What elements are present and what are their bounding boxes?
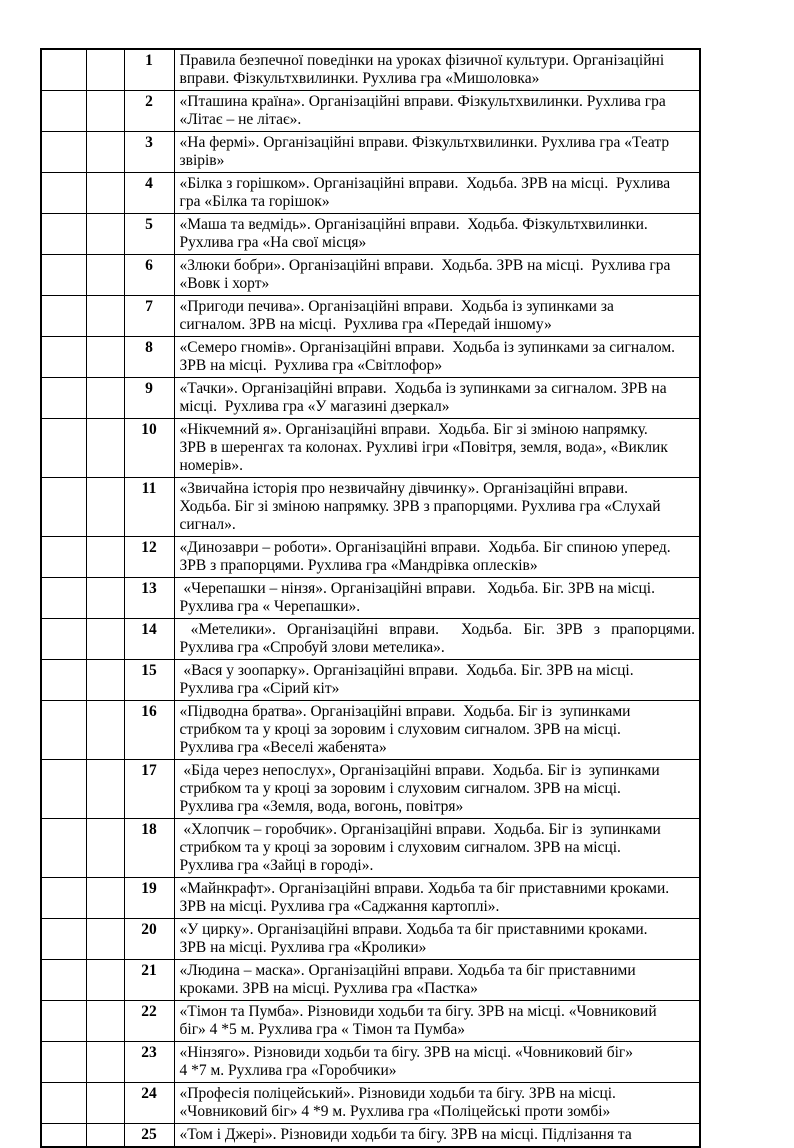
description-line: «Тачки». Організаційні вправи. Ходьба із зупинками за сигналом. ЗРВ на: [179, 380, 667, 397]
lesson-row: [41, 819, 700, 878]
blank-cell-2: [86, 660, 124, 701]
lesson-row: [41, 660, 700, 701]
blank-cell-1: [41, 132, 86, 173]
blank-cell-2: [86, 255, 124, 296]
lesson-number: 6: [124, 255, 174, 296]
lesson-number: 19: [124, 878, 174, 919]
blank-cell-2: [86, 419, 124, 478]
lesson-row: [41, 960, 700, 1001]
blank-cell-1: [41, 91, 86, 132]
lesson-description: [174, 619, 700, 660]
lesson-description: [174, 378, 700, 419]
lesson-number: 13: [124, 578, 174, 619]
description-line: «Білка з горішком». Організаційні вправи. Ходьба. ЗРВ на місці. Рухлива: [179, 175, 671, 192]
lesson-number: 1: [124, 49, 174, 91]
blank-cell-2: [86, 578, 124, 619]
description-line: гра «Білка та горішок»: [179, 193, 330, 210]
blank-cell-2: [86, 173, 124, 214]
blank-cell-1: [41, 1083, 86, 1124]
blank-cell-1: [41, 296, 86, 337]
blank-cell-1: [41, 701, 86, 760]
description-line: «Вася у зоопарку». Організаційні вправи. Ходьба. Біг. ЗРВ на місці.: [179, 662, 634, 679]
lesson-row: [41, 537, 700, 578]
description-line: Рухлива гра «На свої місця»: [179, 234, 367, 251]
lesson-number: 15: [124, 660, 174, 701]
lesson-number: 22: [124, 1001, 174, 1042]
lesson-description: [174, 701, 700, 760]
lesson-description: [174, 878, 700, 919]
lesson-number: 20: [124, 919, 174, 960]
blank-cell-2: [86, 49, 124, 91]
description-line: номерів».: [179, 457, 243, 474]
lesson-number: 25: [124, 1124, 174, 1148]
blank-cell-1: [41, 1124, 86, 1148]
lesson-number: 11: [124, 478, 174, 537]
description-line: Ходьба. Біг зі зміною напрямку. ЗРВ з прапорцями. Рухлива гра «Слухай: [179, 498, 661, 515]
lesson-description: [174, 819, 700, 878]
lesson-description: [174, 660, 700, 701]
lesson-row: [41, 378, 700, 419]
lesson-description: [174, 173, 700, 214]
description-line: ЗРВ на місці. Рухлива гра «Саджання картоплі».: [179, 898, 500, 915]
description-line: «Маша та ведмідь». Організаційні вправи. Ходьба. Фізкультхвилинки.: [179, 216, 648, 233]
description-line: «Людина – маска». Організаційні вправи. Ходьба та біг приставними: [179, 962, 636, 979]
description-line: «Метелики». Організаційні вправи. Ходьба. Біг. ЗРВ з прапорцями.: [179, 621, 695, 638]
blank-cell-2: [86, 819, 124, 878]
lesson-number: 10: [124, 419, 174, 478]
lesson-row: [41, 132, 700, 173]
lesson-number: 17: [124, 760, 174, 819]
lesson-row: [41, 419, 700, 478]
lesson-description: [174, 1124, 700, 1148]
blank-cell-2: [86, 619, 124, 660]
lesson-row: [41, 760, 700, 819]
lesson-number: 8: [124, 337, 174, 378]
lesson-row: [41, 619, 700, 660]
lesson-description: [174, 255, 700, 296]
blank-cell-2: [86, 1124, 124, 1148]
description-line: звірів»: [179, 152, 225, 169]
blank-cell-1: [41, 919, 86, 960]
blank-cell-1: [41, 1042, 86, 1083]
description-line: ЗРВ на місці. Рухлива гра «Світлофор»: [179, 357, 443, 374]
lesson-row: [41, 214, 700, 255]
description-line: «Динозаври – роботи». Організаційні вправи. Ходьба. Біг спиною уперед.: [179, 539, 671, 556]
lesson-plan-table: [40, 48, 701, 1148]
lesson-number: 7: [124, 296, 174, 337]
blank-cell-2: [86, 378, 124, 419]
description-line: ЗРВ на місці. Рухлива гра «Кролики»: [179, 939, 427, 956]
lesson-description: [174, 214, 700, 255]
description-line: Правила безпечної поведінки на уроках фізичної культури. Організаційні: [179, 52, 665, 69]
description-line: «Вовк і хорт»: [179, 275, 270, 292]
description-line: «Пригоди печива». Організаційні вправи. Ходьба із зупинками за: [179, 298, 614, 315]
blank-cell-1: [41, 1001, 86, 1042]
lesson-row: [41, 91, 700, 132]
description-line: «Човниковий біг» 4 *9 м. Рухлива гра «Поліцейські проти зомбі»: [179, 1103, 611, 1120]
blank-cell-2: [86, 919, 124, 960]
lesson-row: [41, 49, 700, 91]
blank-cell-1: [41, 960, 86, 1001]
lesson-number: 24: [124, 1083, 174, 1124]
description-line: «Звичайна історія про незвичайну дівчинку». Організаційні вправи.: [179, 480, 629, 497]
lesson-row: [41, 578, 700, 619]
description-line: місці. Рухлива гра «У магазині дзеркал»: [179, 398, 450, 415]
description-line: «Професія поліцейський». Різновиди ходьби та бігу. ЗРВ на місці.: [179, 1085, 616, 1102]
description-line: ЗРВ в шеренгах та колонах. Рухливі ігри «Повітря, земля, вода», «Виклик: [179, 439, 668, 456]
blank-cell-2: [86, 1001, 124, 1042]
blank-cell-2: [86, 1042, 124, 1083]
blank-cell-1: [41, 878, 86, 919]
description-line: біг» 4 *5 м. Рухлива гра « Тімон та Пумба»: [179, 1021, 466, 1038]
lesson-number: 18: [124, 819, 174, 878]
lesson-description: [174, 1001, 700, 1042]
blank-cell-1: [41, 173, 86, 214]
blank-cell-1: [41, 537, 86, 578]
blank-cell-2: [86, 91, 124, 132]
table-body: [41, 49, 700, 1147]
blank-cell-1: [41, 578, 86, 619]
lesson-row: [41, 1124, 700, 1148]
lesson-description: [174, 578, 700, 619]
blank-cell-1: [41, 819, 86, 878]
description-line: «Тімон та Пумба». Різновиди ходьби та бігу. ЗРВ на місці. «Човниковий: [179, 1003, 657, 1020]
blank-cell-1: [41, 619, 86, 660]
description-line: Рухлива гра «Веселі жабенята»: [179, 739, 387, 756]
lesson-number: 9: [124, 378, 174, 419]
lesson-row: [41, 296, 700, 337]
blank-cell-2: [86, 760, 124, 819]
description-line: сигнал».: [179, 516, 236, 533]
lesson-number: 2: [124, 91, 174, 132]
description-line: «Том і Джері». Різновиди ходьби та бігу. ЗРВ на місці. Підлізання та: [179, 1126, 632, 1143]
lesson-number: 16: [124, 701, 174, 760]
description-line: «Майнкрафт». Організаційні вправи. Ходьба та біг приставними кроками.: [179, 880, 670, 897]
blank-cell-2: [86, 337, 124, 378]
description-line: стрибком та у кроці за зоровим і слуховим сигналом. ЗРВ на місці.: [179, 839, 621, 856]
description-line: «Біда через непослух», Організаційні вправи. Ходьба. Біг із зупинками: [179, 762, 660, 779]
blank-cell-2: [86, 296, 124, 337]
description-line: «Літає – не літає».: [179, 111, 302, 128]
description-line: Рухлива гра « Черепашки».: [179, 598, 361, 615]
description-line: «Семеро гномів». Організаційні вправи. Ходьба із зупинками за сигналом.: [179, 339, 676, 356]
lesson-row: [41, 1001, 700, 1042]
blank-cell-1: [41, 419, 86, 478]
blank-cell-2: [86, 537, 124, 578]
blank-cell-1: [41, 760, 86, 819]
description-line: Рухлива гра «Земля, вода, вогонь, повітря»: [179, 798, 464, 815]
lesson-row: [41, 1042, 700, 1083]
lesson-row: [41, 337, 700, 378]
lesson-description: [174, 1083, 700, 1124]
description-line: «На фермі». Організаційні вправи. Фізкультхвилинки. Рухлива гра «Театр: [179, 134, 670, 151]
blank-cell-2: [86, 878, 124, 919]
description-line: «Нікчемний я». Організаційні вправи. Ходьба. Біг зі зміною напрямку.: [179, 421, 648, 438]
lesson-description: [174, 960, 700, 1001]
description-line: Рухлива гра «Зайці в городі».: [179, 857, 374, 874]
description-line: «Хлопчик – горобчик». Організаційні вправи. Ходьба. Біг із зупинками: [179, 821, 661, 838]
lesson-description: [174, 478, 700, 537]
blank-cell-1: [41, 660, 86, 701]
blank-cell-2: [86, 701, 124, 760]
lesson-row: [41, 173, 700, 214]
description-line: «Нінзяго». Різновиди ходьби та бігу. ЗРВ на місці. «Човниковий біг»: [179, 1044, 634, 1061]
description-line: «Підводна братва». Організаційні вправи. Ходьба. Біг із зупинками: [179, 703, 631, 720]
description-line: 4 *7 м. Рухлива гра «Горобчики»: [179, 1062, 397, 1079]
lesson-number: 3: [124, 132, 174, 173]
lesson-description: [174, 49, 700, 91]
lesson-description: [174, 537, 700, 578]
description-line: сигналом. ЗРВ на місці. Рухлива гра «Передай іншому»: [179, 316, 552, 333]
description-line: стрибком та у кроці за зоровим і слуховим сигналом. ЗРВ на місці.: [179, 780, 621, 797]
lesson-description: [174, 419, 700, 478]
lesson-number: 5: [124, 214, 174, 255]
blank-cell-2: [86, 960, 124, 1001]
blank-cell-1: [41, 478, 86, 537]
blank-cell-1: [41, 255, 86, 296]
description-line: ЗРВ з прапорцями. Рухлива гра «Мандрівка оплесків»: [179, 557, 538, 574]
lesson-description: [174, 919, 700, 960]
blank-cell-1: [41, 378, 86, 419]
blank-cell-1: [41, 49, 86, 91]
lesson-description: [174, 132, 700, 173]
lesson-row: [41, 878, 700, 919]
lesson-description: [174, 337, 700, 378]
lesson-row: [41, 701, 700, 760]
lesson-row: [41, 1083, 700, 1124]
lesson-description: [174, 296, 700, 337]
description-line: вправи. Фізкультхвилинки. Рухлива гра «Мишоловка»: [179, 70, 540, 87]
lesson-number: 12: [124, 537, 174, 578]
blank-cell-2: [86, 1083, 124, 1124]
description-line: «Пташина країна». Організаційні вправи. Фізкультхвилинки. Рухлива гра: [179, 93, 666, 110]
lesson-row: [41, 919, 700, 960]
lesson-number: 23: [124, 1042, 174, 1083]
description-line: стрибком та у кроці за зоровим і слуховим сигналом. ЗРВ на місці.: [179, 721, 621, 738]
description-line: «У цирку». Організаційні вправи. Ходьба та біг приставними кроками.: [179, 921, 648, 938]
lesson-description: [174, 760, 700, 819]
description-line: кроками. ЗРВ на місці. Рухлива гра «Пастка»: [179, 980, 478, 997]
lesson-number: 14: [124, 619, 174, 660]
lesson-row: [41, 255, 700, 296]
description-line: Рухлива гра «Спробуй злови метелика».: [179, 639, 445, 656]
blank-cell-1: [41, 214, 86, 255]
lesson-row: [41, 478, 700, 537]
description-line: «Черепашки – нінзя». Організаційні вправи. Ходьба. Біг. ЗРВ на місці.: [179, 580, 655, 597]
lesson-description: [174, 1042, 700, 1083]
lesson-number: 21: [124, 960, 174, 1001]
lesson-number: 4: [124, 173, 174, 214]
blank-cell-2: [86, 214, 124, 255]
blank-cell-1: [41, 337, 86, 378]
blank-cell-2: [86, 132, 124, 173]
lesson-description: [174, 91, 700, 132]
description-line: Рухлива гра «Сірий кіт»: [179, 680, 340, 697]
description-line: «Злюки бобри». Організаційні вправи. Ходьба. ЗРВ на місці. Рухлива гра: [179, 257, 671, 274]
blank-cell-2: [86, 478, 124, 537]
